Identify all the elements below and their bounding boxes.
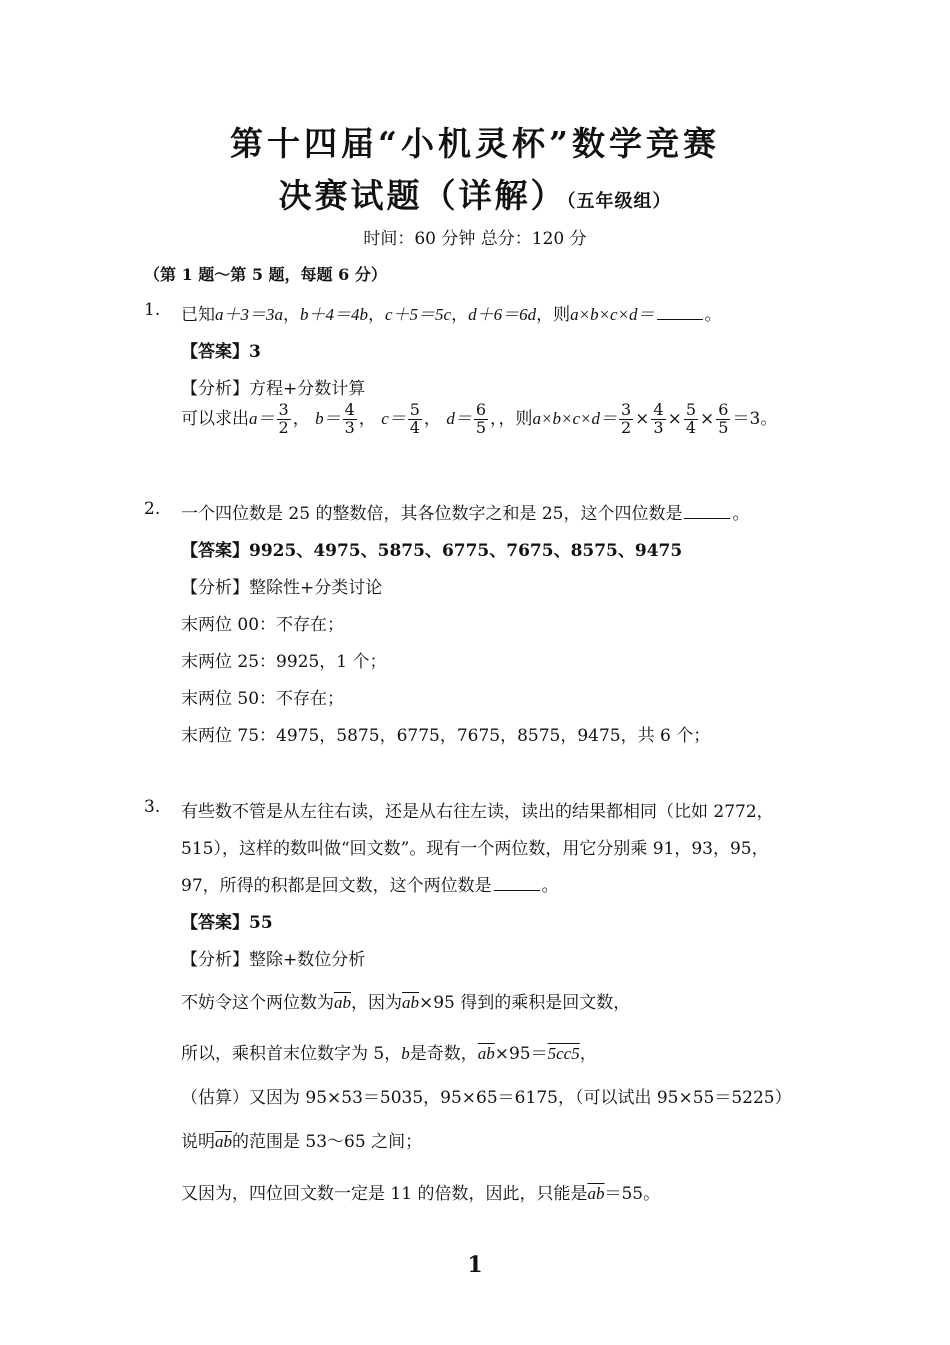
q1-answer: 【答案】3	[181, 342, 261, 362]
fraction: $\frac{5}{4}$	[409, 400, 420, 437]
q2-case-00: 末两位 00：不存在；	[181, 615, 345, 635]
answer-blank	[684, 504, 730, 519]
q3-analysis: 【分析】整除+数位分析	[181, 950, 366, 970]
q3-line2: 515），这样的数叫做“回文数”。现有一个两位数，用它分别乘 91，93，95，	[181, 839, 769, 859]
q2-analysis: 【分析】整除性+分类讨论	[181, 578, 383, 598]
grade-group: （五年级组）	[566, 191, 672, 212]
q2-case-25: 末两位 25：9925，1 个；	[181, 652, 387, 672]
q2-answer: 【答案】9925、4975、5875、6775、7675、8575、9475	[181, 541, 683, 561]
q1-analysis: 【分析】方程+分数计算	[181, 379, 366, 399]
q2-text: 一个四位数是 25 的整数倍，其各位数字之和是 25，这个四位数是 。	[181, 504, 750, 524]
fraction: $\frac{4}{3}$	[344, 400, 355, 437]
q3-line1: 有些数不管是从左往右读，还是从右往左读，读出的结果都相同（比如 2772，	[181, 802, 774, 822]
fraction: $\frac{3}{2}$	[278, 400, 289, 437]
page-subtitle: 决赛试题（详解）（五年级组）	[278, 176, 672, 215]
answer-blank	[657, 305, 703, 320]
q2-number: 2.	[144, 499, 161, 519]
answer-blank	[494, 876, 540, 891]
q3-answer: 【答案】55	[181, 913, 273, 933]
q3-step3: （估算）又因为 95×53＝5035，95×65＝6175，（可以试出 95×55＝5225）	[181, 1088, 792, 1108]
fraction: $\frac{6}{5}$	[475, 400, 487, 437]
q3-number: 3.	[144, 797, 161, 817]
q1-text: 已知a＋3＝3a，b＋4＝4b，c＋5＝5c，d＋6＝6d，则a×b×c×d＝ 。	[181, 305, 722, 325]
page-number: 1	[467, 1252, 483, 1278]
exam-meta: 时间：60 分钟 总分：120 分	[363, 229, 587, 249]
q1-number: 1.	[144, 300, 161, 320]
q1-solution: 可以求出a＝ $\frac{3}{2}$ ， b＝ $\frac{4}{3}$ ， c＝ $\frac{5}{4}$ ， d＝ $\frac{6}{5}$ ，，则a×b×c×d＝ $\frac{3}{2}$ × $\frac{4}{3}$ × $\frac{5}{4}$ × $\frac{6}{5}$ ＝3。	[181, 400, 778, 437]
q2-case-50: 末两位 50：不存在；	[181, 689, 345, 709]
q3-line3: 97，所得的积都是回文数，这个两位数是 。	[181, 876, 559, 896]
q3-step1: 不妨令这个两位数为$\overline{ab}$，因为$\overline{ab}\times 95$ 得到的乘积是回文数，	[181, 993, 631, 1013]
section-heading: （第 1 题～第 5 题，每题 6 分）	[144, 265, 387, 284]
q2-case-75: 末两位 75：4975，5875，6775，7675，8575，9475，共 6 个；	[181, 726, 711, 746]
q3-step5: 又因为，四位回文数一定是 11 的倍数，因此，只能是$\overline{ab}=55$。	[181, 1184, 661, 1204]
page-title: 第十四届“小机灵杯”数学竞赛	[230, 124, 720, 163]
q3-step4: 说明$\overline{ab}$的范围是 53～65 之间；	[181, 1132, 423, 1152]
q3-step2: 所以，乘积首末位数字为 5，b是奇数，$\overline{ab}\times 95=5cc5$，	[181, 1044, 597, 1064]
